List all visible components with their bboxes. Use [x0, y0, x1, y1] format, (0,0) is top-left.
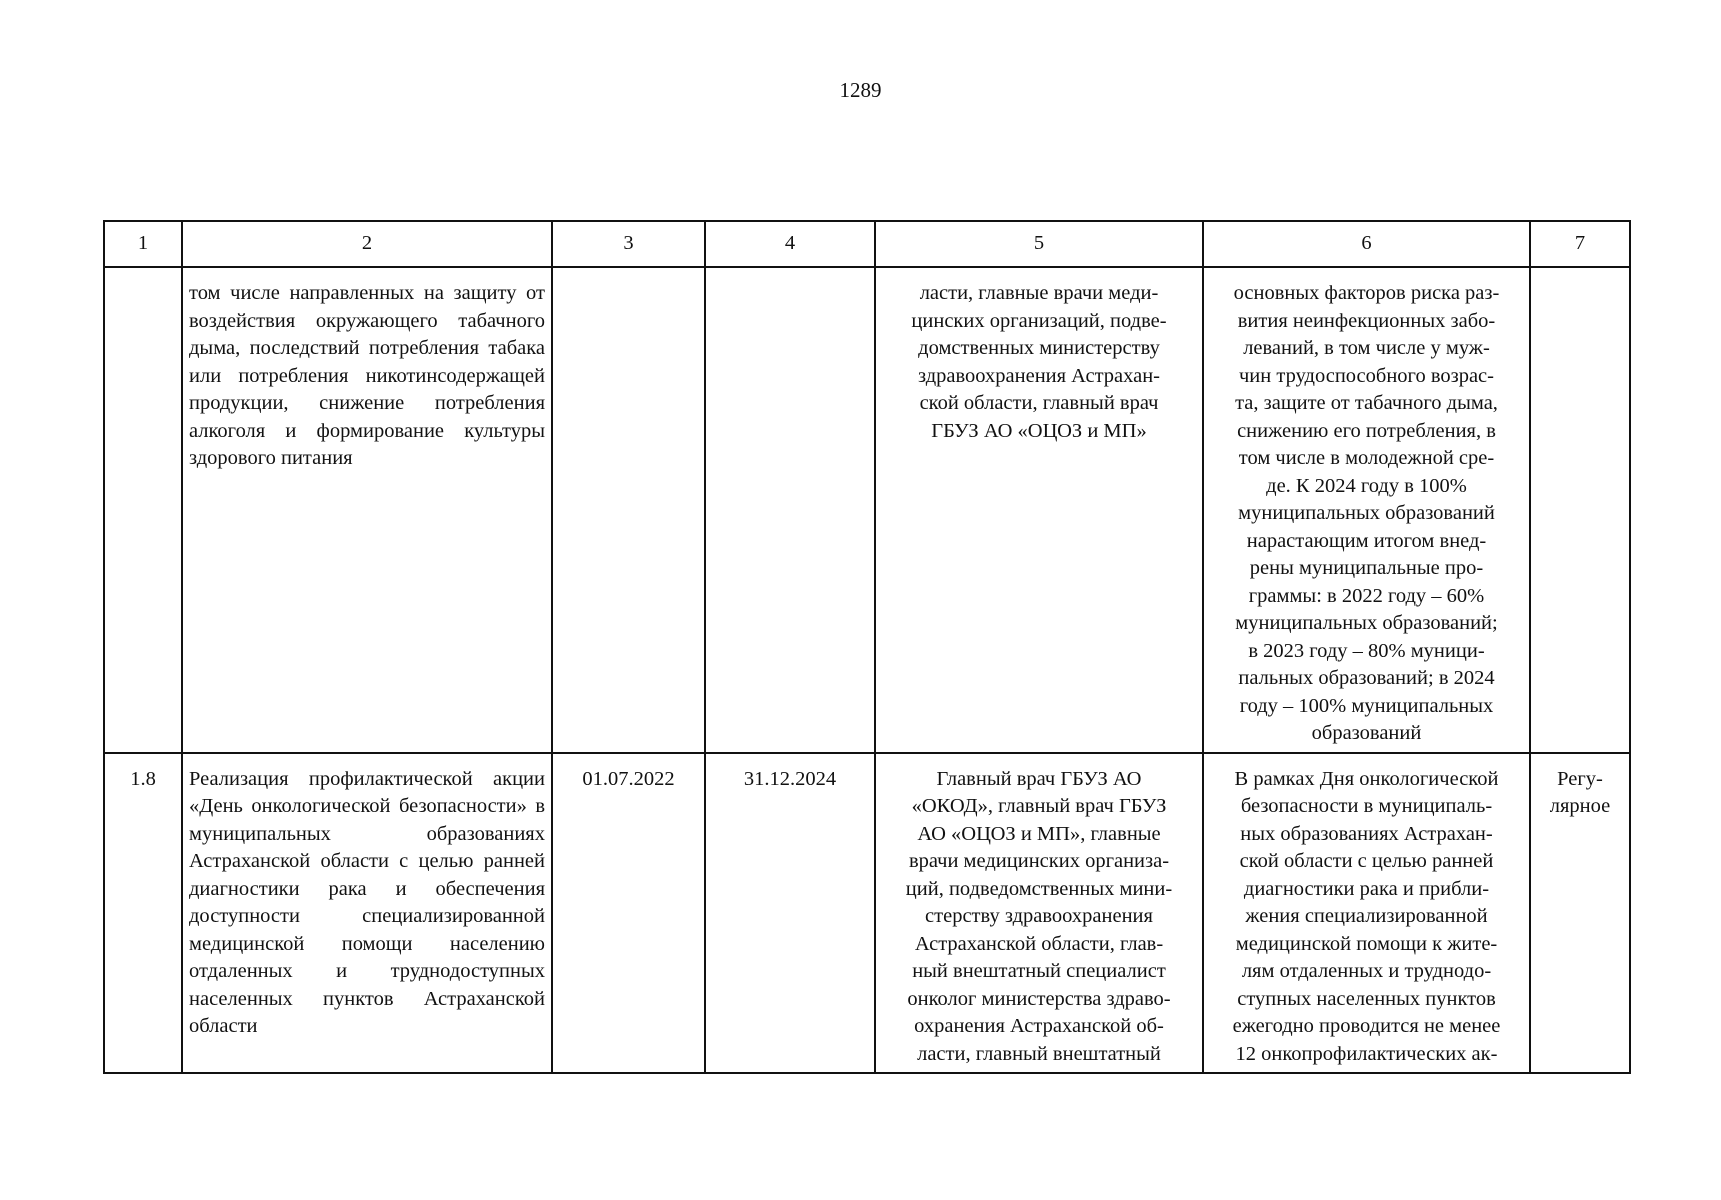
header-col-5: 5 — [875, 221, 1203, 267]
responsible-executors: ласти, главные врачи меди- цинских организаций, подве- домственных министерству здравоохранения Астрахан- ской области, главный врач ГБУЗ АО «ОЦОЗ и МП» — [875, 267, 1203, 753]
row-number — [104, 267, 182, 753]
header-col-6: 6 — [1203, 221, 1530, 267]
page-number: 1289 — [839, 78, 882, 102]
start-date — [552, 267, 705, 753]
header-col-2: 2 — [182, 221, 552, 267]
responsible-executors: Главный врач ГБУЗ АО «ОКОД», главный врач ГБУЗ АО «ОЦОЗ и МП», главные врачи медицинских организа- ций, подведомственных мини- стерству здравоохранения Астраханской области, глав- ный внештатный специалист онколог министерства здраво- охранения Астраханской об- ласти, главный внештатный — [875, 753, 1203, 1074]
event-description: Реализация профилактической акции «День онкологической безопасности» в муниципальных образованиях Астраханской области с целью ранней диагностики рака и обеспечения доступности специализированной медицинской помощи населению отдаленных и труднодоступных населенных пунктов Астраханской области — [182, 753, 552, 1074]
start-date: 01.07.2022 — [552, 753, 705, 1074]
measures-table — [103, 220, 1631, 1074]
end-date — [705, 267, 875, 753]
expected-result: В рамках Дня онкологической безопасности в муниципаль- ных образованиях Астрахан- ской области с целью ранней диагностики рака и прибли- жения специализированной медицинской помощи к жите- лям отдаленных и труднодо- ступных населенных пунктов ежегодно проводится не менее 12 онкопрофилактических ак- — [1203, 753, 1530, 1074]
row-number: 1.8 — [104, 753, 182, 1074]
header-row — [104, 221, 1630, 267]
header-col-1: 1 — [104, 221, 182, 267]
header-col-3: 3 — [552, 221, 705, 267]
table-row — [104, 267, 1630, 753]
header-col-4: 4 — [705, 221, 875, 267]
end-date: 31.12.2024 — [705, 753, 875, 1074]
event-description: том числе направленных на защиту от воздействия окружающего табачного дыма, последствий потребления табака или потребления никотинсодержащей продукции, снижение потребления алкоголя и формирование культуры здорового питания — [182, 267, 552, 753]
periodicity: Регу- лярное — [1530, 753, 1630, 1074]
periodicity — [1530, 267, 1630, 753]
expected-result: основных факторов риска раз- вития неинфекционных забо- леваний, в том числе у муж- чин трудоспособного возрас- та, защите от табачного дыма, снижению его потребления, в том числе в молодежной сре- де. К 2024 году в 100% муниципальных образований нарастающим итогом внед- рены муниципальные про- граммы: в 2022 году – 60% муниципальных образований; в 2023 году – 80% муници- пальных образований; в 2024 году – 100% муниципальных образований — [1203, 267, 1530, 753]
header-col-7: 7 — [1530, 221, 1630, 267]
table-row — [104, 753, 1630, 1074]
